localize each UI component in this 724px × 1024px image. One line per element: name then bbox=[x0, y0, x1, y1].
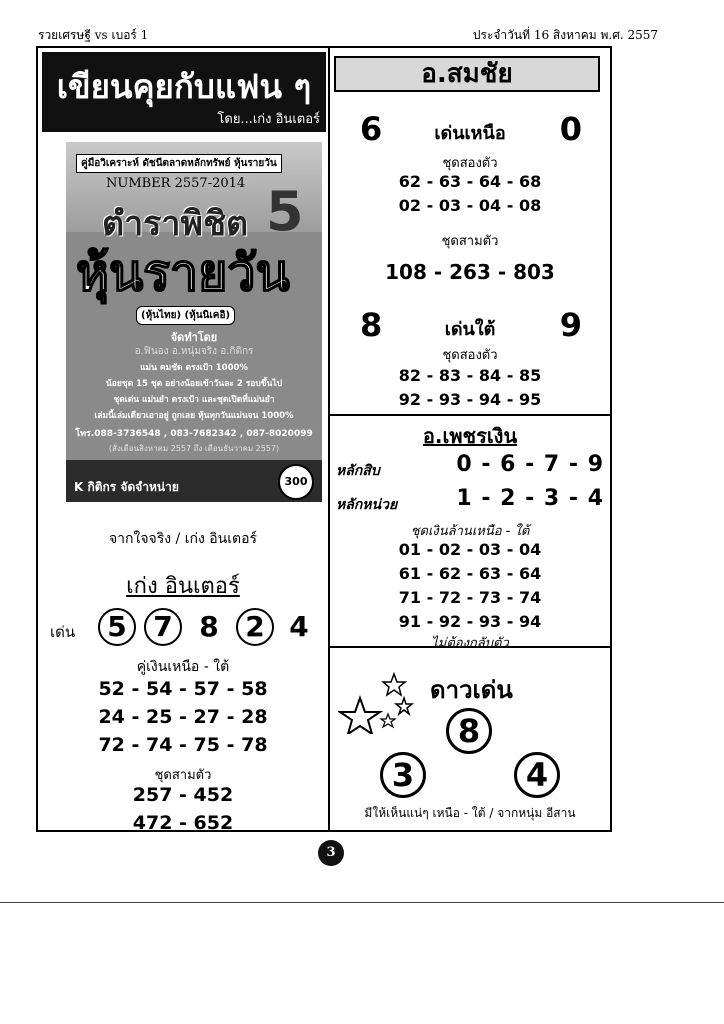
book-number: NUMBER 2557-2014 bbox=[106, 176, 246, 191]
play-digit: 7 bbox=[144, 608, 182, 646]
play-digit: 4 bbox=[289, 610, 309, 643]
star-icon bbox=[338, 668, 418, 734]
north-digit-b: 0 bbox=[559, 110, 582, 148]
page-divider bbox=[0, 902, 724, 903]
star-box bbox=[330, 648, 610, 832]
tens-digits: 0 - 6 - 7 - 9 bbox=[456, 452, 604, 477]
star-footer: มีให้เห็นแน่ๆ เหนือ - ใต้ / จากหนุ่ม อีสาน bbox=[364, 806, 576, 820]
set-row: 01 - 02 - 03 - 04 bbox=[398, 540, 542, 559]
somchai-title: อ.สมชัย bbox=[421, 59, 513, 89]
south-label: เด่นใต้ bbox=[444, 319, 496, 340]
pair-row: 72 - 74 - 75 - 78 bbox=[98, 734, 268, 756]
book-publisher: K กิติกร จัดจำหน่าย bbox=[74, 480, 179, 494]
content-frame bbox=[36, 46, 612, 832]
book-line-3: ชุดเด่น แม่นยำ ตรงเป้า และชุดเปิดที่แม่นยำ bbox=[113, 395, 275, 405]
south-digit-a: 8 bbox=[360, 306, 383, 344]
book-note: (สั่งเดือนสิงหาคม 2557 ถึง เดือนธันวาคม 2557) bbox=[108, 444, 280, 453]
magazine-name: รวยเศรษฐี vs เบอร์ 1 bbox=[38, 28, 149, 42]
book-advert bbox=[66, 142, 322, 502]
north-trio: 108 - 263 - 803 bbox=[385, 260, 555, 284]
issue-date: ประจำวันที่ 16 สิงหาคม พ.ศ. 2557 bbox=[472, 28, 658, 42]
column-title: เขียนคุยกับแฟน ๆ bbox=[56, 67, 312, 106]
pair-label: คู่เงินเหนือ - ใต้ bbox=[136, 659, 230, 675]
pair-row: 52 - 54 - 57 - 58 bbox=[98, 678, 268, 700]
author-name: เก่ง อินเตอร์ bbox=[126, 574, 240, 599]
petch-title: อ.เพชรเงิน bbox=[422, 424, 518, 448]
left-column bbox=[38, 48, 330, 834]
lucky-ball: 3 bbox=[380, 752, 426, 798]
north-digit-a: 6 bbox=[360, 110, 383, 148]
south-digit-b: 9 bbox=[559, 306, 582, 344]
book-price-badge: 300 bbox=[278, 464, 314, 500]
petch-box bbox=[330, 416, 610, 651]
page-number: 3 bbox=[318, 840, 344, 866]
trio-label: ชุดสามตัว bbox=[154, 768, 212, 783]
play-digit: 8 bbox=[199, 610, 219, 643]
units-label: หลักหน่วย bbox=[336, 497, 398, 513]
set-row: 61 - 62 - 63 - 64 bbox=[398, 564, 542, 583]
somchai-header bbox=[334, 56, 600, 92]
right-column bbox=[330, 48, 610, 830]
play-digits-row bbox=[50, 608, 320, 652]
two-digit-label-south: ชุดสองตัว bbox=[442, 348, 498, 363]
trio-row: 472 - 652 bbox=[132, 812, 234, 834]
south-pair-row: 82 - 83 - 84 - 85 bbox=[398, 366, 542, 385]
book-tags: (หุ้นไทย) (หุ้นนิเคอิ) bbox=[136, 306, 235, 325]
play-label: เด่น bbox=[50, 623, 76, 641]
book-subtitle: คู่มือวิเคราะห์ ดัชนีตลาดหลักทรัพย์ หุ้นรายวัน bbox=[76, 154, 282, 173]
units-row bbox=[330, 486, 610, 516]
set-label: ชุดเงินล้านเหนือ - ใต้ bbox=[410, 524, 530, 539]
set-row: 91 - 92 - 93 - 94 bbox=[398, 612, 542, 631]
book-phones: โทร.088-3736548 , 083-7682342 , 087-8020099 bbox=[75, 429, 313, 439]
tens-row bbox=[330, 452, 610, 482]
pair-row: 24 - 25 - 27 - 28 bbox=[98, 706, 268, 728]
set-footnote: ไม่ต้องกลับตัว bbox=[431, 636, 509, 651]
book-line-1: แม่น คมชัด ตรงเป้า 1000% bbox=[140, 363, 248, 373]
book-authors: อ.ฟินอง อ.หนุ่มจริง อ.กิติกร bbox=[134, 346, 254, 357]
tens-label: หลักสิบ bbox=[336, 463, 380, 479]
book-title-2: หุ้นรายวัน bbox=[76, 244, 290, 302]
lucky-ball: 8 bbox=[446, 708, 492, 754]
book-line-4: เล่มนี้เล่มเดียวเอาอยู่ ถูกเลย หุ้นทุกวันแม่นจน 1000% bbox=[94, 411, 294, 421]
two-digit-label: ชุดสองตัว bbox=[442, 156, 498, 171]
south-row bbox=[330, 306, 610, 346]
column-byline: โดย...เก่ง อินเตอร์ bbox=[217, 112, 320, 127]
book-title-1: ตำราพิชิต bbox=[102, 204, 249, 244]
north-row bbox=[330, 110, 610, 150]
north-label: เด่นเหนือ bbox=[434, 123, 506, 144]
book-volume: 5 bbox=[266, 180, 304, 243]
book-line-2: น้อยชุด 15 ชุด อย่างน้อยเข้าวันละ 2 รอบขึ้นไป bbox=[105, 379, 283, 389]
trio-row: 257 - 452 bbox=[132, 784, 234, 806]
star-title: ดาวเด่น bbox=[430, 676, 513, 704]
play-digit: 2 bbox=[236, 608, 274, 646]
lucky-ball: 4 bbox=[514, 752, 560, 798]
three-digit-label: ชุดสามตัว bbox=[441, 234, 499, 249]
sincere-sign: จากใจจริง / เก่ง อินเตอร์ bbox=[108, 531, 258, 547]
south-pair-row: 92 - 93 - 94 - 95 bbox=[398, 390, 542, 409]
book-prepared-by: จัดทำโดย bbox=[170, 331, 218, 344]
set-row: 71 - 72 - 73 - 74 bbox=[398, 588, 542, 607]
column-header bbox=[42, 52, 326, 132]
north-pair-row: 62 - 63 - 64 - 68 bbox=[398, 172, 542, 191]
somchai-box bbox=[330, 48, 610, 416]
north-pair-row: 02 - 03 - 04 - 08 bbox=[398, 196, 542, 215]
units-digits: 1 - 2 - 3 - 4 bbox=[456, 486, 604, 511]
play-digit: 5 bbox=[98, 608, 136, 646]
